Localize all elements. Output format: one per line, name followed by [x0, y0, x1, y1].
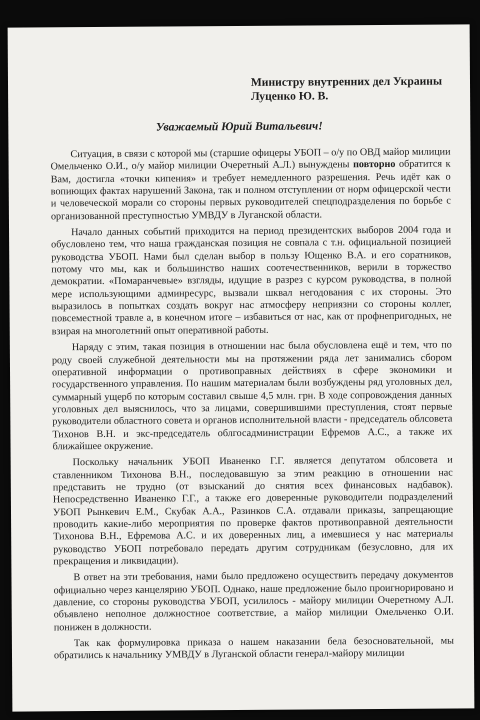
- emphasis-repeat: повторно: [353, 159, 396, 171]
- addressee-name: Луценко Ю. В.: [250, 89, 329, 103]
- paragraph-1: [50, 147, 451, 224]
- paragraph-1-start: Ситуация, в связи с которой мы (старшие офицеры УБОП – о/у по ОВД майор милиции Омельченко О.И., о/у майор милиции Очеретный А.Л.) вынуждены: [50, 146, 451, 173]
- paragraph-5: В ответ на эти требования, нами было предложено осуществить передачу документов официально через канцелярию УБОП. Однако, наше предложение было проигнорировано и давление, со стороны руководства УБОП, усилилось - майору милиции Очеретному А.Л. объявлено неполное должностное соответствие, а майор милиции Омельченко О.И. понижен в должности.: [53, 569, 454, 634]
- paragraph-2: Начало данных событий приходится на период президентских выборов 2004 года и обусловлено тем, что наша гражданская позиция не совпала с т.н. официальной позицией руководства УБОП. Нами был сделан выбор в пользу Ющенко В.А. и его соратников, потому что мы, как и большинство наших соотечественников, верили в торжество демократии. «Помаранчевые» взгляды, идущие в разрез с курсом руководства, в полной мере использующими админресурс, вызвали шквал негодования с их стороны. Это выразилось в попытках создать вокруг нас атмосферу неприязни со стороны коллег, повсеместной травле а, в конечном итоге – избавиться от нас, как от профнепригодных, не взирая на многолетний опыт оперативной работы.: [51, 224, 452, 338]
- paragraph-6: Так как формулировка приказа о нашем наказании бела безосновательной, мы обратились к начальнику УМВДУ в Луганской области генерал-майору милиции: [53, 635, 454, 662]
- paragraph-4: Поскольку начальник УБОП Иваненко Г.Г. является депутатом облсовета и ставленником Тихонова В.Н., последовавшую за этим реакцию в отношении нас представить не трудно (от взысканий до снятия всех финансовых надбавок). Непосредственно Иваненко Г.Г., а также его доверенные руководители подразделений УБОП Рынкевич Е.М., Скубак А.А., Разинков С.А. отдавали приказы, запрещающие проводить какие-либо мероприятия по проверке фактов противоправной деятельности Тихонова В.Н., Ефремова А.С. и их доверенных лиц, а имевшиеся у нас материалы руководство УБОП потребовало передать другим сотрудникам (безусловно, для их прекращения и ликвидации).: [52, 454, 454, 568]
- paragraph-1-end: обратится к Вам, достигла «точки кипения» и требует немедленного разрешения. Речь идёт как о вопиющих фактах нарушений Закона, так и полном отступлении от норм офицерской чести и человеческой морали со стороны первых руководителей спецподразделения по борьбе с организованной преступностью УМВДУ в Луганской области.: [50, 158, 451, 223]
- paragraph-3: Наряду с этим, такая позиция в отношении нас была обусловлена ещё и тем, что по роду своей служебной деятельности мы на протяжении ряда лет занимались сбором оперативной информации о противоправных действиях в сфере экономики и государственного управления. По нашим материалам были возбуждены ряд уголовных дел, суммарный ущерб по которым составил свыше 4,5 млн. грн. В ходе сопровождения данных уголовных дел выяснилось, что за лицами, совершившими преступления, стоят первые руководители областного совета и органов исполнительной власти - председатель облсовета Тихонов В.Н. и экс-председатель облгосадминистрации Ефремов А.С., а также их ближайшее окружение.: [51, 339, 453, 453]
- letter-body: [50, 147, 454, 668]
- addressee-block: [251, 75, 442, 104]
- salutation: Уважаемый Юрий Витальевич!: [155, 119, 323, 134]
- addressee-position: Министру внутренних дел Украины: [250, 74, 443, 89]
- letter-page: [8, 24, 475, 711]
